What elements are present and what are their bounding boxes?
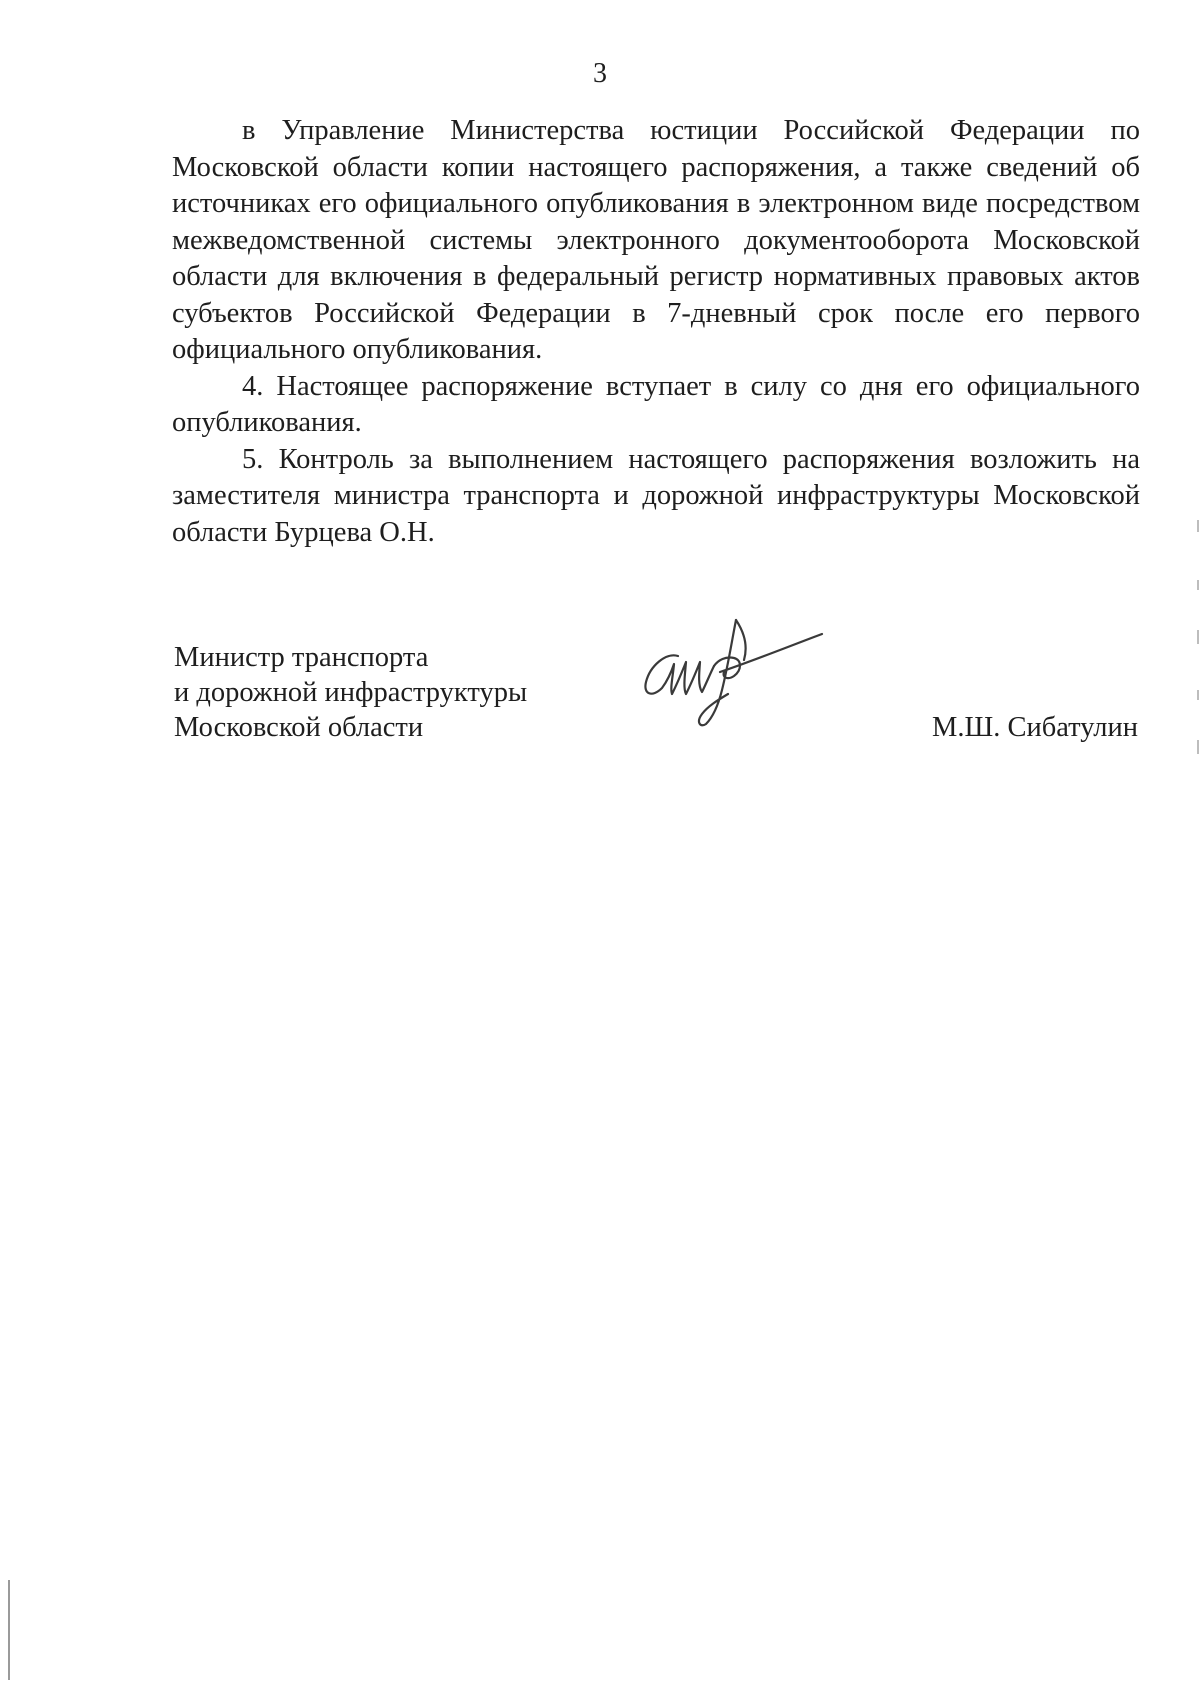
page-number: 3 xyxy=(593,58,607,89)
paragraph-effective-date: 4. Настоящее распоряжение вступает в силу со дня его официального опубликования. xyxy=(172,370,1140,438)
handwritten-signature xyxy=(640,616,840,740)
paragraph-registry-submission: в Управление Министерства юстиции Российской Федерации по Московской области копии настоящего распоряжения, а также сведений об источниках его официального опубликования в электронном виде посредством межведомственной системы электронного документооборота Московской области для включения в федеральный регистр нормативных правовых актов субъектов Российской Федерации в 7-дневный срок после его первого официального опубликования. xyxy=(172,115,1140,365)
signer-position-line: Министр транспорта xyxy=(174,642,429,673)
signer-name: М.Ш. Сибатулин xyxy=(932,712,1138,743)
scan-edge-mark xyxy=(1196,520,1200,760)
paragraph-control-assignment: 5. Контроль за выполнением настоящего распоряжения возложить на заместителя министра транспорта и дорожной инфраструктуры Московской области Бурцева О.Н. xyxy=(172,443,1140,548)
scan-edge-mark xyxy=(8,1580,10,1680)
signature-block xyxy=(174,640,1140,770)
signer-position xyxy=(174,640,527,745)
signer-position-line: и дорожной инфраструктуры xyxy=(174,677,528,708)
signer-position-line: Московской области xyxy=(174,712,424,743)
document-body xyxy=(172,113,1140,551)
